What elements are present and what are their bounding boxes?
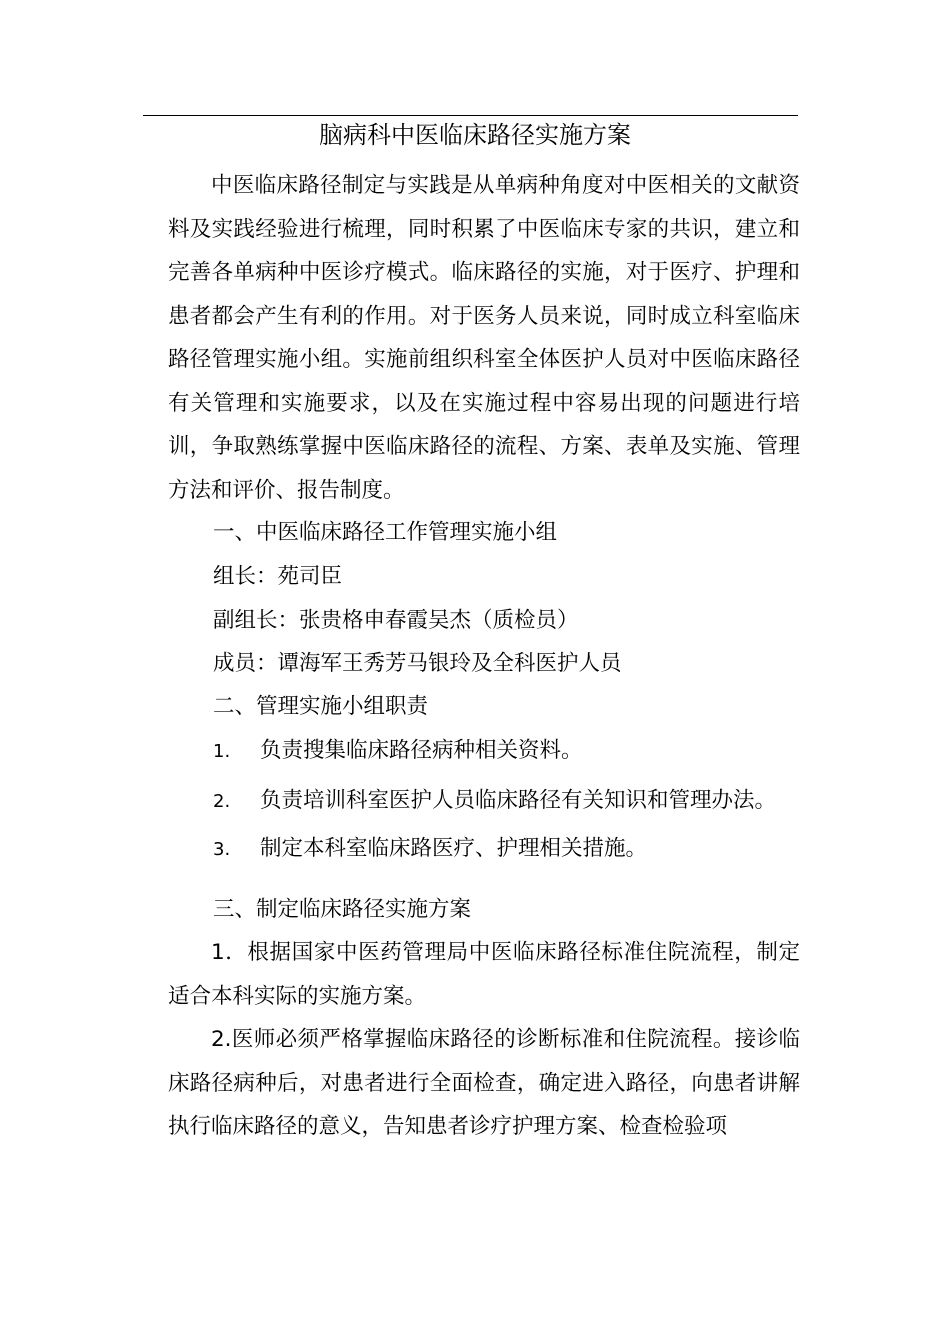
group-leader: 组长：苑司臣 [213,564,343,589]
list-item-text: 负责培训科室医护人员临床路径有关知识和管理办法。 [260,788,777,813]
group-members: 成员：谭海军王秀芳马银玲及全科医护人员 [213,651,622,676]
list-item-text: 负责搜集临床路径病种相关资料。 [260,738,583,763]
list-item-text: 制定本科室临床路医疗、护理相关措施。 [260,836,648,861]
list-item [213,779,776,824]
list-item [213,729,583,774]
section3-paragraph-2: 2.医师必须严格掌握临床路径的诊断标准和住院流程。接诊临床路径病种后，对患者进行全面检查，确定进入路径，向患者讲解执行临床路径的意义，告知患者诊疗护理方案、检查检验项 [168,1027,800,1139]
section2-heading: 二、管理实施小组职责 [213,694,429,719]
header-rule [143,115,798,116]
section3-heading: 三、制定临床路径实施方案 [213,897,472,922]
section1-heading: 一、中医临床路径工作管理实施小组 [213,520,558,545]
list-item-number: 2. [213,791,231,812]
document-title: 脑病科中医临床路径实施方案 [319,121,631,149]
deputy-leaders: 副组长：张贵格申春霞吴杰（质检员） [213,608,579,633]
list-item-number: 1. [213,741,231,762]
list-item-number: 3. [213,839,231,860]
list-item [213,827,647,872]
intro-paragraph: 中医临床路径制定与实践是从单病种角度对中医相关的文献资料及实践经验进行梳理，同时积累了中医临床专家的共识，建立和完善各单病种中医诊疗模式。临床路径的实施，对于医疗、护理和患者都会产生有利的作用。对于医务人员来说，同时成立科室临床路径管理实施小组。实施前组织科室全体医护人员对中医临床路径有关管理和实施要求，以及在实施过程中容易出现的问题进行培训，争取熟练掌握中医临床路径的流程、方案、表单及实施、管理方法和评价、报告制度。 [168,173,800,503]
section3-paragraph-1: 1．根据国家中医药管理局中医临床路径标准住院流程，制定适合本科实际的实施方案。 [168,940,800,1009]
